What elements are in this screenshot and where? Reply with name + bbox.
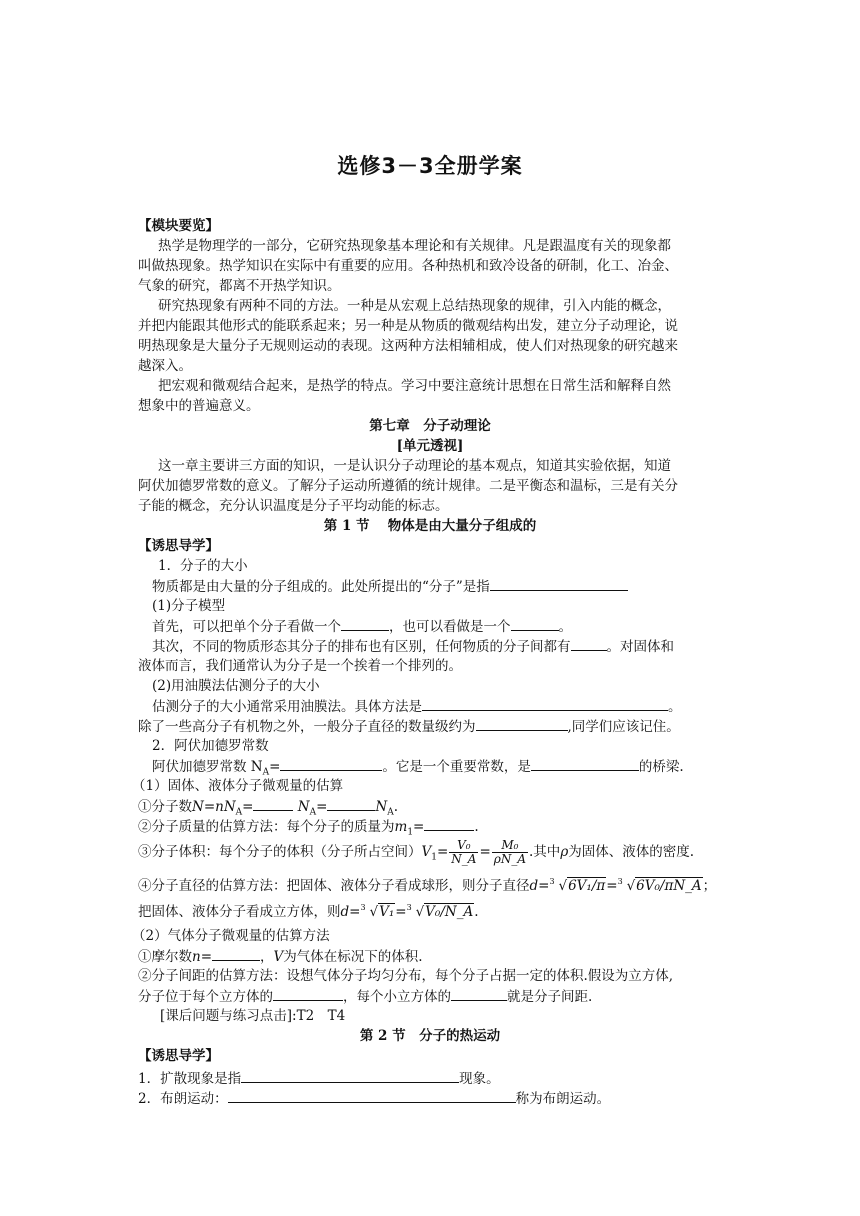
section1-guide-heading: 【诱思导学】 bbox=[138, 538, 219, 554]
s1-line: 其次，不同的物质形态其分子的排布也有区别，任何物质的分子间都有 。对固体和 bbox=[152, 636, 674, 656]
section1-title: 第 1 节 物体是由大量分子组成的 bbox=[323, 518, 537, 534]
answer-blank[interactable] bbox=[341, 616, 389, 631]
answer-blank[interactable] bbox=[228, 1088, 516, 1103]
section2-guide-heading: 【诱思导学】 bbox=[138, 1048, 219, 1064]
s1-line: （1）固体、液体分子微观量的估算 bbox=[132, 778, 344, 794]
cube-root: 3 √V₀/N_A bbox=[406, 903, 474, 920]
cube-root: 3 √6V₁/π bbox=[549, 877, 606, 894]
module-p1-line: 热学是物理学的一部分，它研究热现象基本理论和有关规律。凡是跟温度有关的现象都 bbox=[158, 238, 671, 254]
module-p2-line: 明热现象是大量分子无规则运动的表现。这两种方法相辅相成，使人们对热现象的研究越来 bbox=[138, 338, 678, 354]
fraction: $\frac{\text{V₀}}{N\_A}$ bbox=[451, 838, 477, 866]
answer-blank[interactable] bbox=[280, 756, 382, 771]
cube-root: 3 √V₁ bbox=[360, 903, 395, 920]
s1-line: (2)用油膜法估测分子的大小 bbox=[152, 678, 320, 694]
s1-line: 阿伏加德罗常数 $N_A=$ 。它是一个重要常数，是 的桥梁. bbox=[152, 756, 684, 776]
answer-blank[interactable] bbox=[476, 716, 568, 731]
s1-line: 估测分子的大小通常采用油膜法。具体方法是 。 bbox=[152, 696, 682, 716]
answer-blank[interactable] bbox=[422, 696, 668, 711]
s2-line: 1．扩散现象是指 现象。 bbox=[138, 1068, 500, 1088]
answer-blank[interactable] bbox=[531, 756, 639, 771]
answer-blank[interactable] bbox=[241, 1068, 459, 1083]
cube-root: 3 √6V₀/πN_A bbox=[617, 877, 702, 894]
s1-line: 2．阿伏加德罗常数 bbox=[152, 738, 269, 754]
s1-line: ②分子质量的估算方法：每个分子的质量为$m_1=$ . bbox=[138, 816, 479, 836]
unit-text-line: 这一章主要讲三方面的知识，一是认识分子动理论的基本观点，知道其实验依据，知道 bbox=[158, 458, 671, 474]
fraction: $\frac{\text{M₀}}{\rho N\_A}$ bbox=[493, 838, 527, 866]
module-p1-line: 气象的研究，都离不开热学知识。 bbox=[138, 278, 341, 294]
s1-line: 液体而言，我们通常认为分子是一个挨着一个排列的。 bbox=[138, 658, 462, 674]
module-heading: 【模块要览】 bbox=[138, 218, 219, 234]
unit-heading: [单元透视] bbox=[396, 438, 464, 454]
section2-title: 第 2 节 分子的热运动 bbox=[359, 1028, 501, 1044]
s1-line: 分子位于每个立方体的 ，每个小立方体的 就是分子间距. bbox=[138, 986, 592, 1006]
module-p2-line: 并把内能跟其他形式的能联系起来；另一种是从物质的微观结构出发，建立分子动理论，说 bbox=[138, 318, 678, 334]
module-p3-line: 想象中的普遍意义。 bbox=[138, 398, 260, 414]
s1-line-formula: ④分子直径的估算方法：把固体、液体分子看成球形，则分子直径d= 3 √6V₁/π= 3 √6V₀/πN_A； bbox=[138, 877, 717, 894]
answer-blank[interactable] bbox=[451, 986, 507, 1001]
answer-blank[interactable] bbox=[273, 986, 343, 1001]
answer-blank[interactable] bbox=[327, 796, 375, 811]
chapter-title: 第七章 分子动理论 bbox=[369, 418, 491, 434]
module-p2-line: 越深入。 bbox=[138, 358, 192, 374]
answer-blank[interactable] bbox=[424, 816, 474, 831]
answer-blank[interactable] bbox=[511, 616, 559, 631]
module-p2-line: 研究热现象有两种不同的方法。一种是从宏观上总结热现象的规律，引入内能的概念， bbox=[158, 298, 671, 314]
exercise-hint: [课后问题与练习点击]:T2 T4 bbox=[160, 1008, 346, 1024]
s1-line: 首先，可以把单个分子看做一个 ，也可以看做是一个 。 bbox=[152, 616, 572, 636]
document-title: 选修3－3全册学案 bbox=[337, 154, 523, 178]
module-p1-line: 叫做热现象。热学知识在实际中有重要的应用。各种热机和致冷设备的研制，化工、冶金、 bbox=[138, 258, 678, 274]
s1-line-formula: ③分子体积：每个分子的体积（分子所占空间）$V_1=$ $\frac{\text{V₀}}{N\_A}$ = $\frac{\text{M₀}}{\rho N\_A}$ .其中ρ为固体、液体的密度. bbox=[138, 838, 695, 866]
unit-text-line: 子能的概念，充分认识温度是分子平均动能的标志。 bbox=[138, 498, 449, 514]
s1-line-formula: 把固体、液体分子看成立方体，则d= 3 √V₁= 3 √V₀/N_A. bbox=[138, 903, 479, 920]
s2-line: 2．布朗运动： 称为布朗运动。 bbox=[138, 1088, 610, 1108]
s1-line: (1)分子模型 bbox=[152, 598, 226, 614]
answer-blank[interactable] bbox=[571, 636, 607, 651]
s1-line: ②分子间距的估算方法：设想气体分子均匀分布，每个分子占据一定的体积.假设为立方体, bbox=[138, 968, 674, 984]
module-p3-line: 把宏观和微观结合起来，是热学的特点。学习中要注意统计思想在日常生活和解释自然 bbox=[158, 378, 671, 394]
s1-line: 除了一些高分子有机物之外，一般分子直径的数量级约为 ,同学们应该记住。 bbox=[138, 716, 680, 736]
s1-line: （2）气体分子微观量的估算方法 bbox=[132, 928, 330, 944]
answer-blank[interactable] bbox=[212, 946, 260, 961]
answer-blank[interactable] bbox=[253, 796, 293, 811]
s1-line: ①分子数$N=nN_A= N_A= N_A$. bbox=[138, 796, 398, 816]
s1-line: ①摩尔数n= ，V为气体在标况下的体积. bbox=[138, 946, 423, 966]
answer-blank[interactable] bbox=[490, 576, 628, 591]
s1-line: 物质都是由大量的分子组成的。此处所提出的“分子”是指 bbox=[152, 576, 628, 596]
unit-text-line: 阿伏加德罗常数的意义。了解分子运动所遵循的统计规律。二是平衡态和温标，三是有关分 bbox=[138, 478, 678, 494]
s1-line: 1．分子的大小 bbox=[158, 558, 248, 574]
